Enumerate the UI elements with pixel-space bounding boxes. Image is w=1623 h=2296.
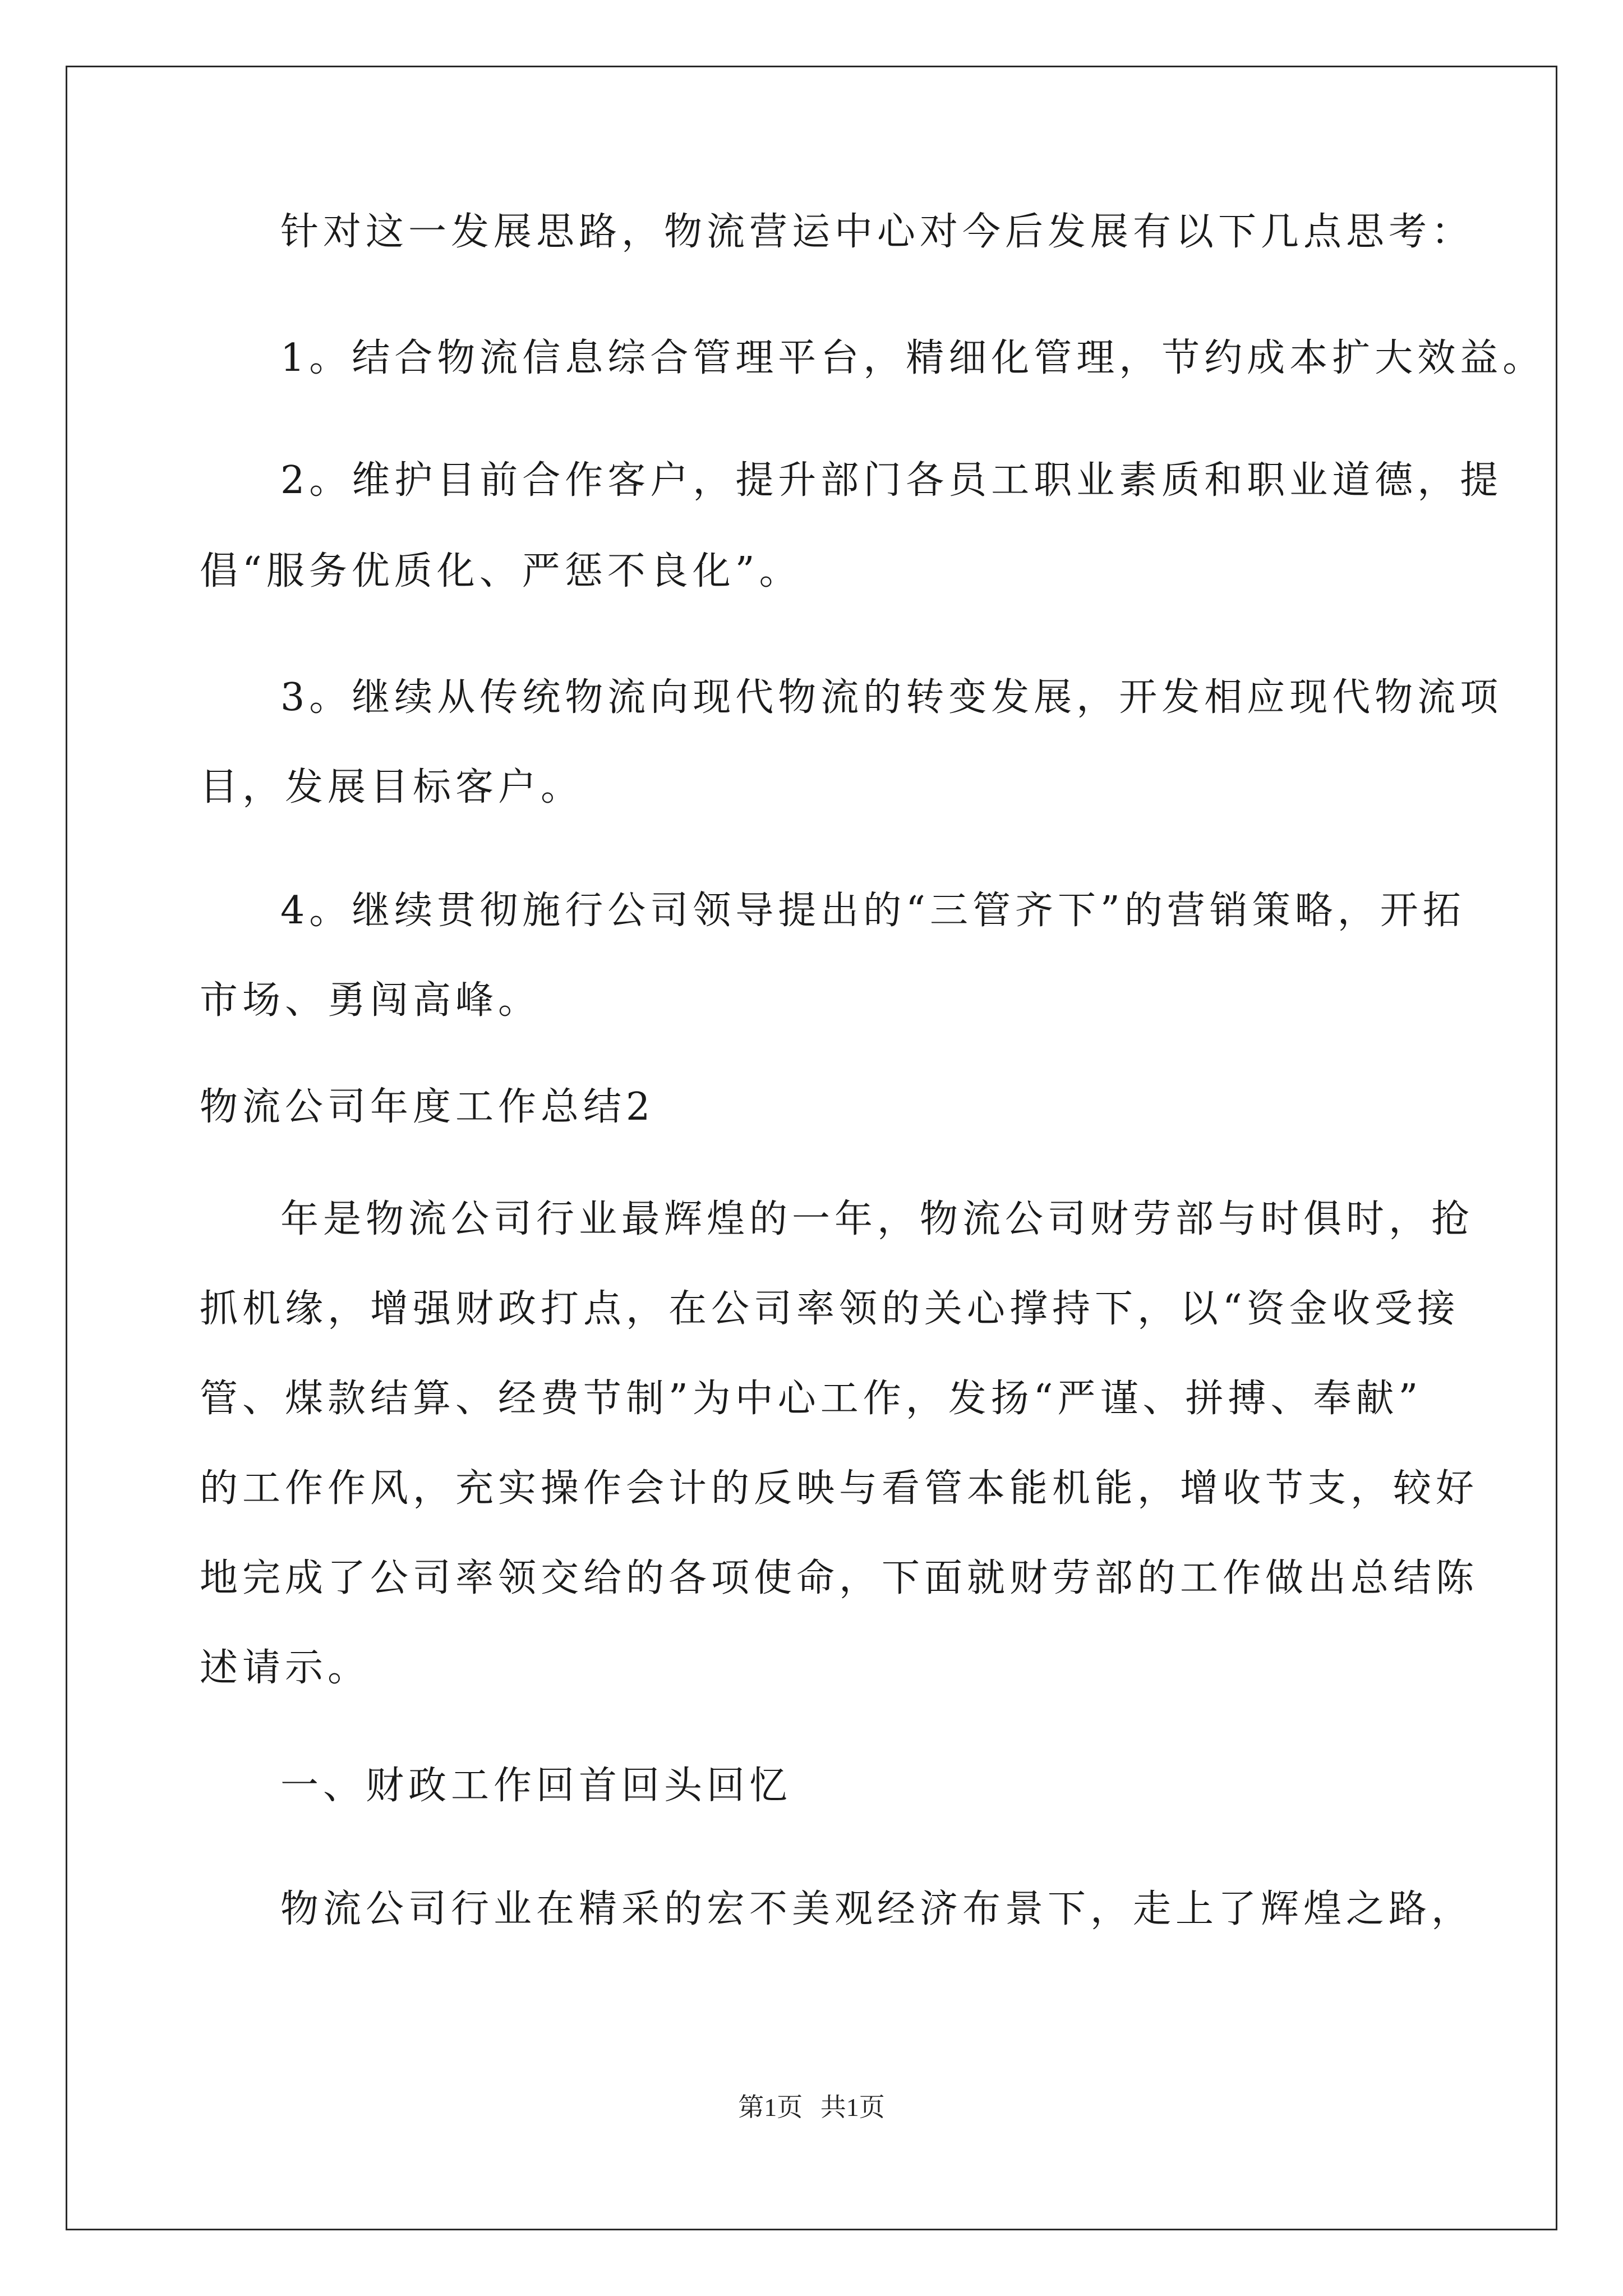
list-item-3: 3。继续从传统物流向现代物流的转变发展，开发相应现代物流项 [280,675,1503,720]
section-title: 物流公司年度工作总结2 [200,1085,655,1129]
paragraph-line: 的工作作风，充实操作会计的反映与看管本能机能，增收节支，较好 [200,1466,1479,1511]
list-item-4: 4。继续贯彻施行公司领导提出的“三管齐下”的营销策略，开拓 [280,889,1465,933]
page-footer [0,2087,1623,2124]
paragraph-line: 年是物流公司行业最辉煌的一年，物流公司财劳部与时俱时，抢 [280,1197,1474,1241]
paragraph-line: 管、煤款结算、经费节制”为中心工作，发扬“严谨、拼搏、奉献” [200,1377,1423,1421]
list-item-4-cont: 市场、勇闯高峰。 [200,978,541,1023]
paragraph-line: 物流公司行业在精采的宏不美观经济布景下，走上了辉煌之路， [280,1887,1474,1931]
list-item-1: 1。结合物流信息综合管理平台，精细化管理，节约成本扩大效益。 [280,336,1546,380]
total-pages: 共1页 [820,2093,885,2122]
list-item-2: 2。维护目前合作客户，提升部门各员工职业素质和职业道德，提 [280,458,1503,503]
paragraph-line: 抓机缘，增强财政打点，在公司率领的关心撑持下，以“资金收受接 [200,1287,1460,1331]
subsection-heading: 一、财政工作回首回头回忆 [280,1764,792,1808]
list-item-3-cont: 目，发展目标客户。 [200,765,584,809]
page-number: 第1页 [738,2093,803,2122]
paragraph-line: 针对这一发展思路，物流营运中心对今后发展有以下几点思考： [280,210,1474,254]
paragraph-line: 述请示。 [200,1646,371,1690]
paragraph-line: 地完成了公司率领交给的各项使命，下面就财劳部的工作做出总结陈 [200,1556,1479,1600]
list-item-2-cont: 倡“服务优质化、严惩不良化”。 [200,549,802,593]
